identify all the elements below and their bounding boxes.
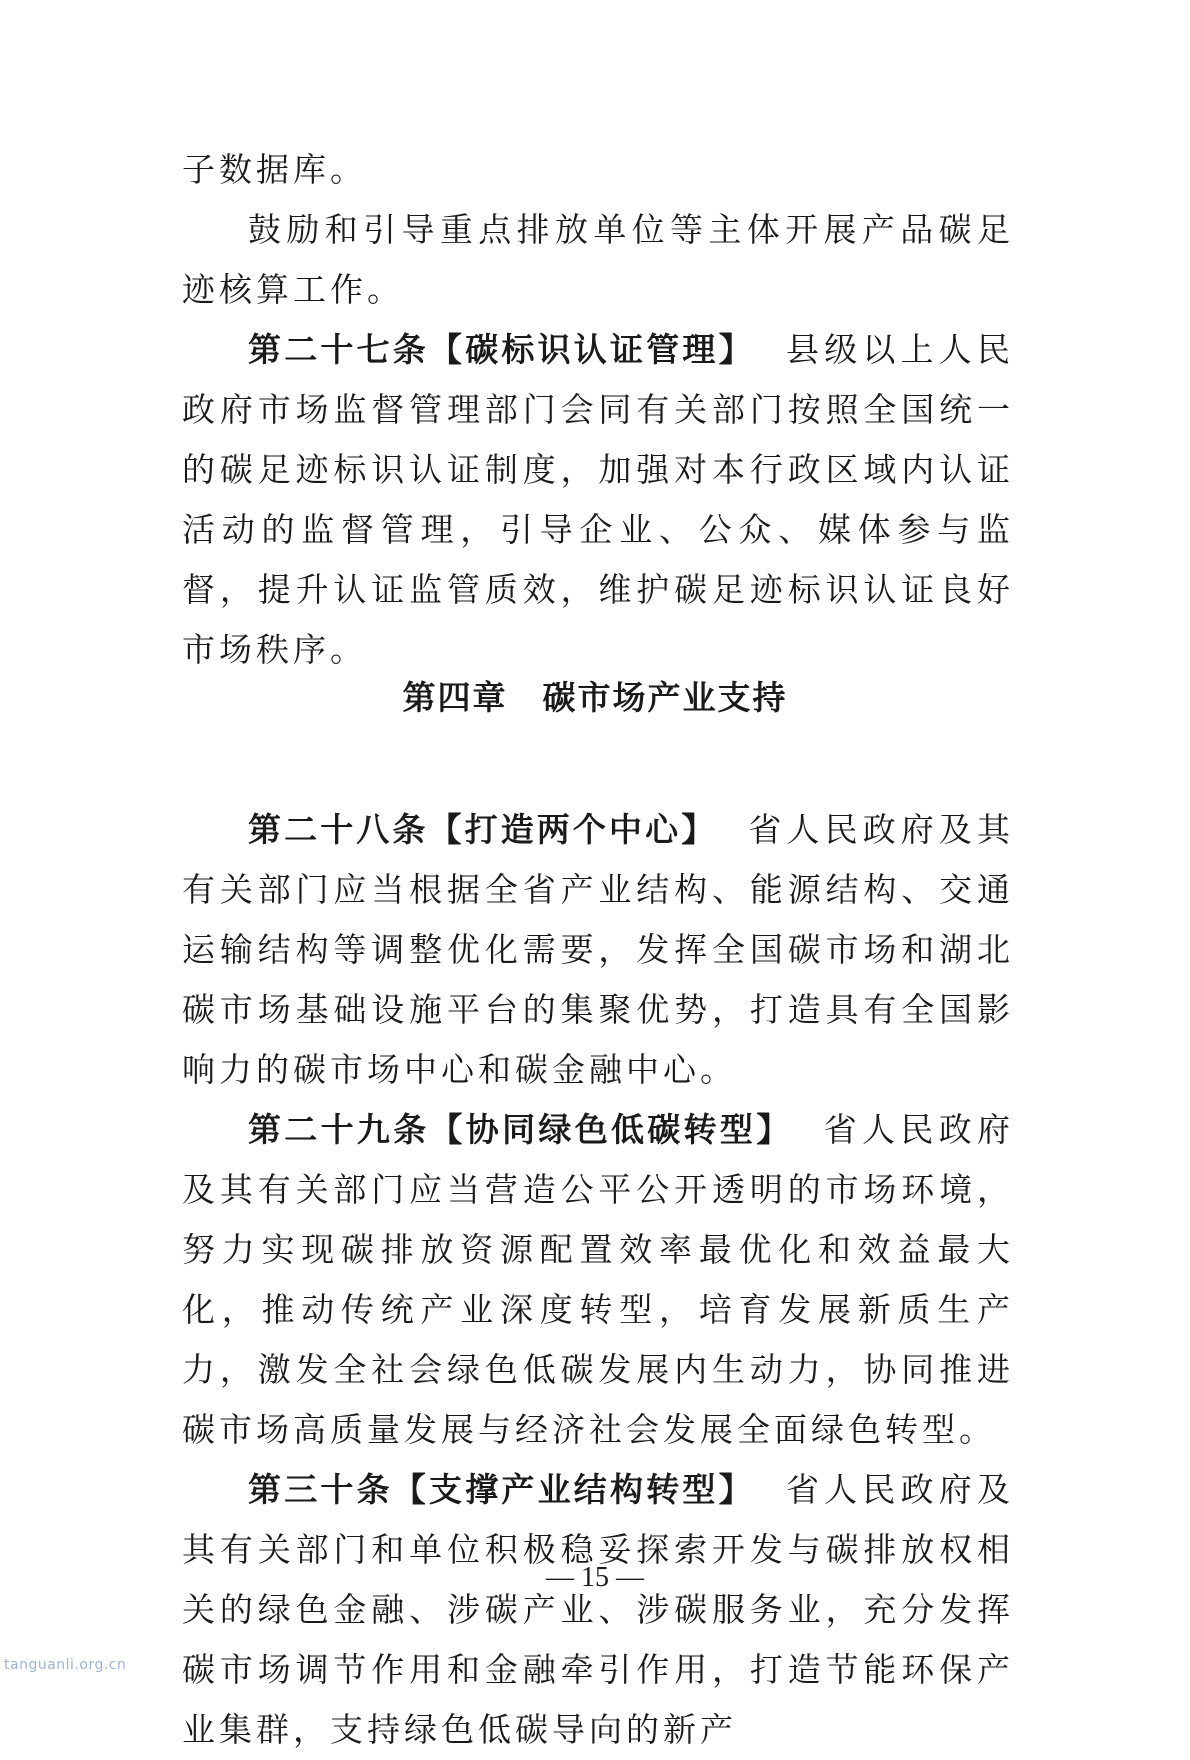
paragraph bbox=[182, 200, 1014, 320]
chapter-heading: 第四章 碳市场产业支持 bbox=[402, 678, 788, 717]
article-29 bbox=[182, 1100, 1014, 1460]
paragraph-text: 子数据库。 bbox=[182, 150, 367, 189]
article-30 bbox=[182, 1460, 1014, 1760]
article-body: 省人民政府及其有关部门和单位积极稳妥探索开发与碳排放权相关的绿色金融、涉碳产业、涉碳服务业，充分发挥碳市场调节作用和金融牵引作用，打造节能环保产业集群，支持绿色低碳导向的新产 bbox=[182, 1470, 1015, 1749]
page-number: — 15 — bbox=[546, 1562, 644, 1593]
text-block-bottom bbox=[182, 800, 1014, 1760]
article-body: 省人民政府及其有关部门应当根据全省产业结构、能源结构、交通运输结构等调整优化需要，发挥全国碳市场和湖北碳市场基础设施平台的集聚优势，打造具有全国影响力的碳市场中心和碳金融中心。 bbox=[182, 810, 1015, 1089]
text-block-top bbox=[182, 140, 1014, 680]
article-28 bbox=[182, 800, 1014, 1100]
article-title: 第二十九条【协同绿色低碳转型】 bbox=[248, 1110, 793, 1149]
article-body: 省人民政府及其有关部门应当营造公平公开透明的市场环境，努力实现碳排放资源配置效率最优化和效益最大化，推动传统产业深度转型，培育发展新质生产力，激发全社会绿色低碳发展内生动力，协同推进碳市场高质量发展与经济社会发展全面绿色转型。 bbox=[182, 1110, 1015, 1449]
watermark-text: tanguanli.org.cn bbox=[4, 1657, 127, 1673]
article-body: 县级以上人民政府市场监督管理部门会同有关部门按照全国统一的碳足迹标识认证制度，加强对本行政区域内认证活动的监督管理，引导企业、公众、媒体参与监督，提升认证监管质效，维护碳足迹标识认证良好市场秩序。 bbox=[182, 330, 1015, 669]
article-27 bbox=[182, 320, 1014, 680]
article-title: 第二十八条【打造两个中心】 bbox=[248, 810, 718, 849]
paragraph-text: 鼓励和引导重点排放单位等主体开展产品碳足迹核算工作。 bbox=[182, 210, 1014, 309]
article-title: 第二十七条【碳标识认证管理】 bbox=[248, 330, 755, 369]
article-title: 第三十条【支撑产业结构转型】 bbox=[248, 1470, 755, 1509]
paragraph-continuation bbox=[182, 140, 1014, 200]
